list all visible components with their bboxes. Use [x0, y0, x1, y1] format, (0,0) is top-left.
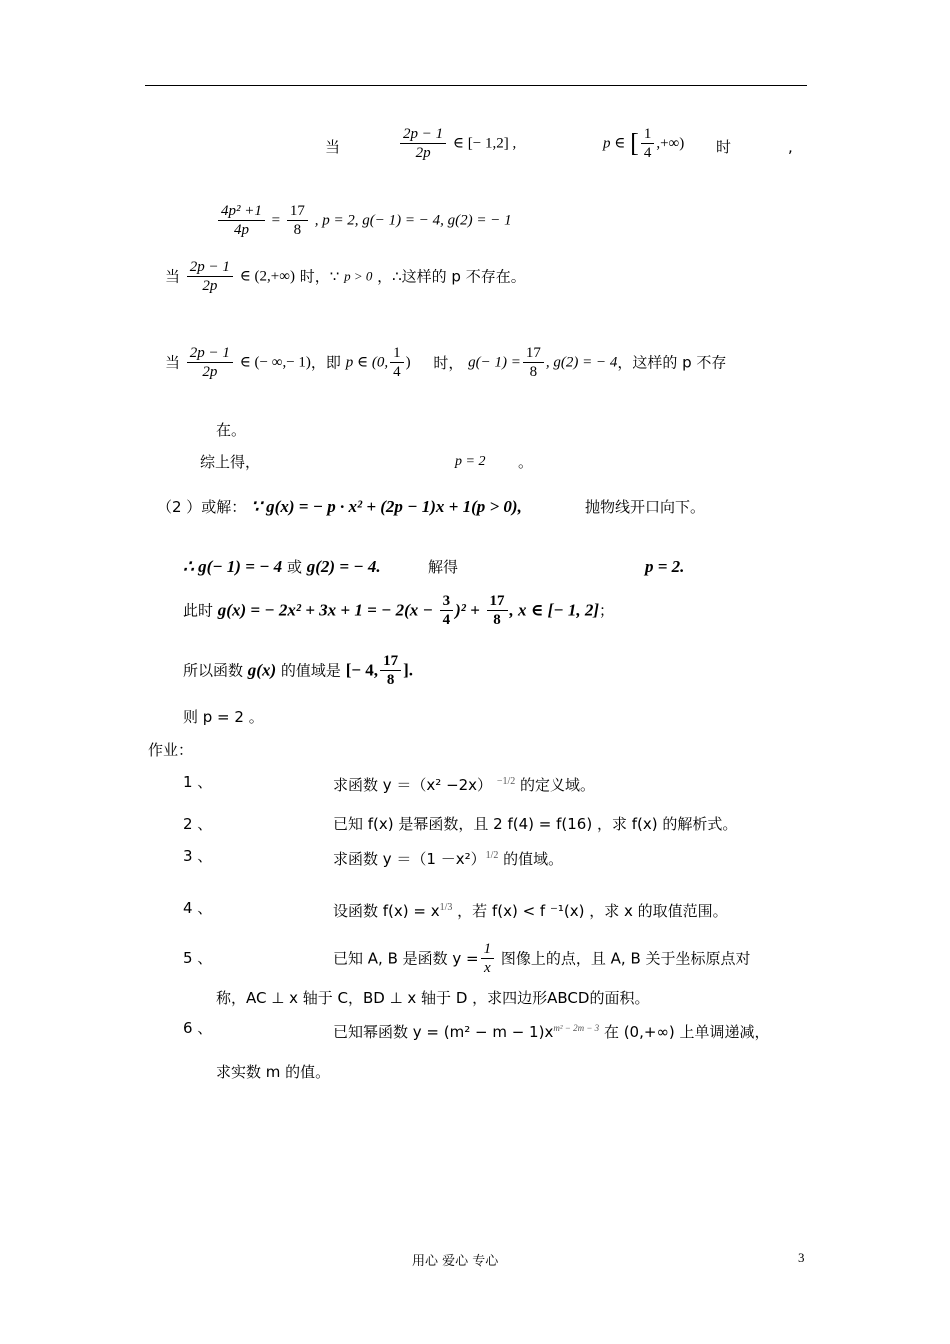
homework-title: 作业： [148, 741, 194, 759]
text-shi: 时 [716, 138, 732, 156]
fraction: $\frac{1}{4}$ [390, 344, 404, 381]
footer-motto: 用心 爱心 专心 [412, 1254, 499, 1269]
page-number: 3 [798, 1250, 805, 1265]
header-rule [145, 85, 807, 86]
line-alt-solution: （2 ）或解： ∵ g(x) = − p · x² + (2p − 1)x + 1(p > 0), [157, 497, 522, 516]
text-parabola: 抛物线开口向下。 [585, 498, 706, 516]
line-continuation: 在。 [216, 421, 247, 439]
fraction: $\frac{17}{8}$ [380, 652, 401, 689]
homework-item-1: 求函数 y ＝（x² −2x） $^{-1/2}$ 的定义域。 [333, 776, 596, 794]
fraction: $\frac{1}{4}$ [641, 125, 655, 162]
fraction: $\frac{1}{x}$ [481, 940, 495, 977]
line-case-interval-c: 当 $\frac{2p - 1}{2p}$ ∈ (− ∞,− 1)，即 p ∈ (0, $\frac{1}{4}$ ) 时， g(− 1) = $\frac{17}{8}$ , g(2) = − 4，这样的 p 不存 [165, 345, 727, 380]
homework-number: 3 、 [183, 847, 213, 865]
homework-item-6: 已知幂函数 $y = (m^2 - m - 1)x^{m^2 - 2m - 3}$ 在 (0,+∞) 上单调递减， [333, 1023, 770, 1041]
interval: ∈ [− 1,2] , [452, 135, 517, 152]
homework-item-5-cont: 称，AC ⊥ x 轴于 C，BD ⊥ x 轴于 D ，求四边形ABCD的面积。 [216, 989, 650, 1007]
line-case-interval-a [325, 137, 340, 157]
homework-number: 2 、 [183, 815, 213, 833]
fraction: $\frac{17}{8}$ [487, 592, 508, 629]
line-vertex-form: 此时 g(x) = − 2x² + 3x + 1 = − 2(x − $\frac{3}{4}$ )² + $\frac{17}{8}$ , x ∈ [− 1, 2]； [183, 593, 615, 628]
fraction: $\frac{2p - 1}{2p}$ [400, 125, 446, 162]
text-dang: 当 [325, 138, 341, 156]
homework-number: 4 、 [183, 899, 213, 917]
fraction: $\frac{2p - 1}{2p}$ [187, 258, 233, 295]
homework-number: 1 、 [183, 773, 213, 791]
homework-number: 6 、 [183, 1019, 213, 1037]
line-solve: ∴ g(− 1) = − 4 或 g(2) = − 4. [183, 557, 381, 576]
text-comma: , [788, 138, 793, 156]
line-case-interval-a-math [398, 125, 516, 162]
solve-result: p = 2. [645, 557, 685, 576]
homework-item-4: 设函数 $f(x) = x^{1/3}$ ，若 f(x) < f ⁻¹(x) ，求 x 的取值范围。 [333, 902, 728, 920]
homework-item-5: 已知 A, B 是函数 y = $\frac{1}{x}$ 图像上的点，且 A, B 关于坐标原点对 [333, 941, 751, 976]
homework-item-3: 求函数 $y =(1 -x^2)^{1/2}$ 的值域。 [333, 850, 564, 868]
homework-item-6-cont: 求实数 m 的值。 [216, 1063, 331, 1081]
fraction: $\frac{2p - 1}{2p}$ [187, 344, 233, 381]
fraction: $\frac{17}{8}$ [287, 202, 308, 239]
homework-number: 5 、 [183, 949, 213, 967]
line-range: 所以函数 g(x) 的值域是 [− 4, $\frac{17}{8}$ ]. [183, 653, 413, 688]
fraction: $\frac{\text{4p² +1}}{4p}$ [218, 202, 265, 239]
fraction: $\frac{17}{8}$ [523, 344, 544, 381]
line-conclusion: 则 p = 2 。 [183, 708, 264, 726]
line-case-interval-b: 当 $\frac{2p - 1}{2p}$ ∈ (2,+∞) 时，∵ p > 0 ，∴这样的 p 不存在。 [165, 259, 526, 294]
homework-item-2: 已知 f(x) 是幂函数，且 2 f(4) = f(16) ，求 f(x) 的解析式。 [333, 815, 738, 833]
fraction: $\frac{3}{4}$ [440, 592, 454, 629]
line-case-interval-a-p: p ∈ [ $\frac{1}{4}$ ,+∞) [603, 126, 685, 161]
document-page: 当 $\frac{2p - 1}{2p}$ ∈ [− 1,2] , p ∈ [ $\frac{1}{4}$ ,+∞) 时 , $\frac{\text{4p² +1}}{4p}$ = $\frac{17}{8}$ , p = 2, g(− 1) = − 4, g(2) = − 1 当 $\frac{2p - 1}{2p}$ ∈ (2,+∞) 时，∵ p > 0 ，∴这样的 p 不存在。 当 $\frac{2p - 1}{2p}$ ∈ (− ∞,− 1)，即 p ∈ (0, $\frac{1}{4}$ ) 时， g(− 1) = $\frac{17}{8}$ , g(2) = − 4，这样的 p 不存 在。 综上得， p = 2 。 （2 ）或解： ∵ g(x) = − p · x² + (2p − 1)x + 1(p > 0), 抛物线开口向下。 ∴ g(− 1) = − 4 或 g(2) = − 4. 解得 p = 2. 此时 g(x) = − 2x² + 3x + 1 = − 2(x − $\frac{3}{4}$ )² + $\frac{17}{8}$ , x ∈ [− 1, 2]； 所以函数 g(x) 的值域是 [− 4, $\frac{17}{8}$ ]. 则 p = 2 。 作业： 1 、 求函数 y ＝（x² −2x） $^{-1/2}$ 的定义域。 2 、 已知 f(x) 是幂函数，且 2 f(4) = f(16) ，求 f(x) 的解析式。 3 、 求函数 $y =(1 -x^2)^{1/2}$ 的值域。 4 、 设函数 $f(x) = x^{1/3}$ ，若 f(x) < f ⁻¹(x) ，求 x 的取值范围。 5 、 已知 A, B 是函数 y = $\frac{1}{x}$ 图像上的点，且 A, B 关于坐标原点对 称，AC ⊥ x 轴于 C，BD ⊥ x 轴于 D ，求四边形ABCD的面积。 6 、 已知幂函数 $y = (m^2 - m - 1)x^{m^2 - 2m - 3}$ 在 (0,+∞) 上单调递减， 求实数 m 的值。 用心 爱心 专心 3 [0, 0, 950, 1344]
line-evaluation: $\frac{\text{4p² +1}}{4p}$ = $\frac{17}{8}$ , p = 2, g(− 1) = − 4, g(2) = − 1 [216, 202, 512, 239]
summary-value: p = 2 [455, 454, 486, 469]
line-summary: 综上得， [200, 453, 261, 471]
